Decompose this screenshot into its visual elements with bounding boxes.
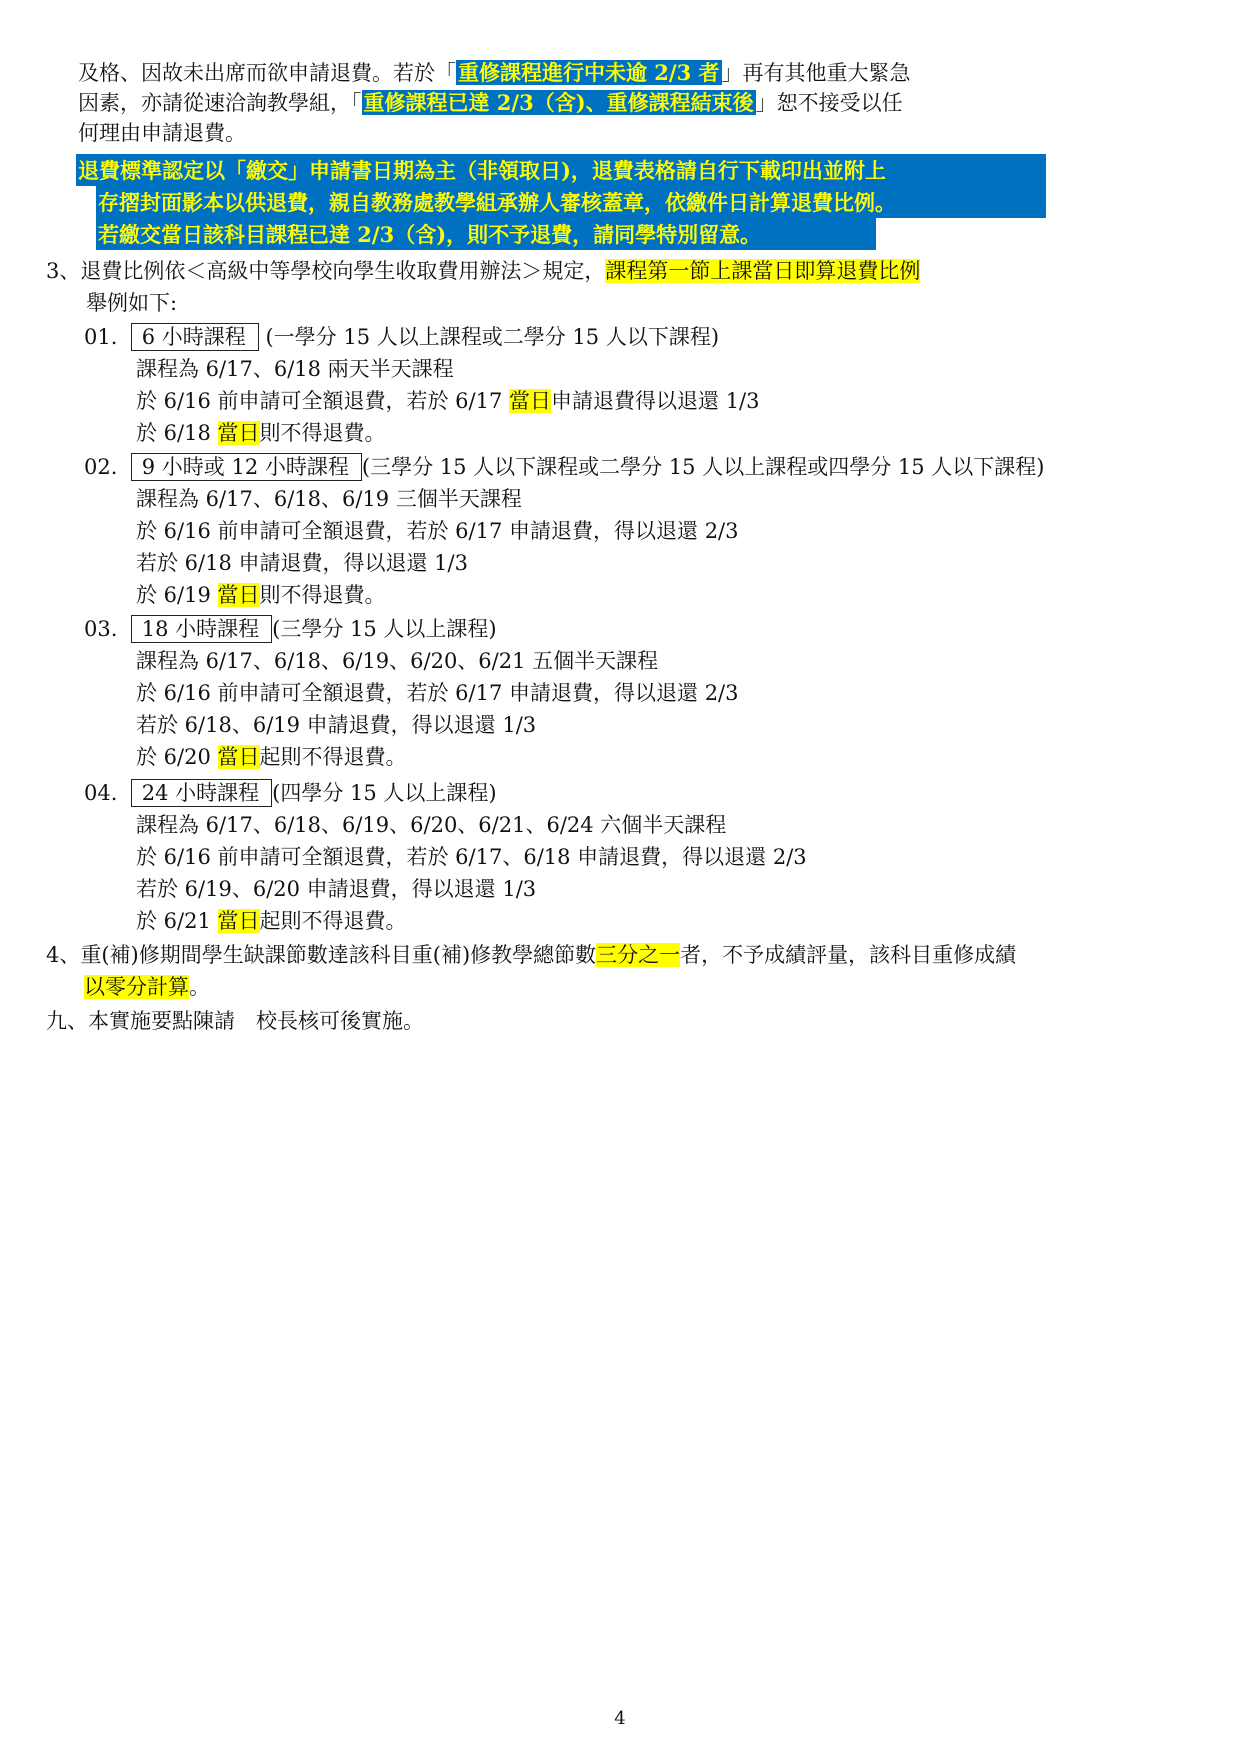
refund-para-line-1: 及格、因故未出席而欲申請退費。若於「重修課程進行中未逾 2/3 者」再有其他重大緊急 <box>78 60 911 85</box>
example-02-line-2: 於 6/16 前申請可全額退費，若於 6/17 申請退費，得以退還 2/3 <box>136 519 739 543</box>
example-02-line-1: 課程為 6/17、6/18、6/19 三個半天課程 <box>136 487 522 511</box>
example-03-header: 03. 18 小時課程 (三學分 15 人以上課程) <box>84 617 497 641</box>
highlight-same-day: 當日 <box>217 421 260 445</box>
notice-line-2: 存摺封面影本以供退費，親自教務處教學組承辦人審核蓋章，依繳件日計算退費比例。 <box>98 190 896 215</box>
example-04-line-4: 於 6/21 當日起則不得退費。 <box>136 909 407 933</box>
example-04-line-3: 若於 6/19、6/20 申請退費，得以退還 1/3 <box>136 877 537 901</box>
notice-line-3: 若繳交當日該科目課程已達 2/3（含)，則不予退費，請同學特別留意。 <box>98 222 762 247</box>
highlight-course-over-2-3: 重修課程已達 2/3（含)、重修課程結束後 <box>363 90 754 115</box>
course-hours-box: 18 小時課程 <box>131 615 272 643</box>
example-04-line-2: 於 6/16 前申請可全額退費，若於 6/17、6/18 申請退費，得以退還 2/3 <box>136 845 807 869</box>
item-4-line-2: 以零分計算。 <box>84 975 210 999</box>
example-01-header: 01. 6 小時課程 (一學分 15 人以上課程或二學分 15 人以下課程) <box>84 325 720 349</box>
highlight-same-day: 當日 <box>217 909 260 933</box>
item-4-line-1: 4、重(補)修期間學生缺課節數達該科目重(補)修教學總節數三分之一者，不予成績評量，該科目重修成績 <box>46 943 1017 967</box>
item-3: 3、退費比例依＜高級中等學校向學生收取費用辦法＞規定，課程第一節上課當日即算退費比例 <box>46 259 921 283</box>
example-01-line-3: 於 6/18 當日則不得退費。 <box>136 421 386 445</box>
example-03-line-1: 課程為 6/17、6/18、6/19、6/20、6/21 五個半天課程 <box>136 649 659 673</box>
course-hours-box: 24 小時課程 <box>131 779 272 807</box>
course-hours-box: 9 小時或 12 小時課程 <box>131 453 362 481</box>
example-03-line-2: 於 6/16 前申請可全額退費，若於 6/17 申請退費，得以退還 2/3 <box>136 681 739 705</box>
example-02-header: 02. 9 小時或 12 小時課程 (三學分 15 人以下課程或二學分 15 人以上課程或四學分 15 人以下課程) <box>84 455 1045 479</box>
notice-line-1: 退費標準認定以「繳交」申請書日期為主（非領取日)，退費表格請自行下載印出並附上 <box>78 158 886 183</box>
item-3-sub: 舉例如下: <box>86 291 178 315</box>
highlight-same-day: 當日 <box>217 745 260 769</box>
example-01-line-2: 於 6/16 前申請可全額退費，若於 6/17 當日申請退費得以退還 1/3 <box>136 389 760 413</box>
highlight-zero-score: 以零分計算 <box>84 975 189 999</box>
highlight-same-day: 當日 <box>509 389 552 413</box>
example-01-line-1: 課程為 6/17、6/18 兩天半天課程 <box>136 357 454 381</box>
course-hours-box: 6 小時課程 <box>131 323 259 351</box>
example-03-line-4: 於 6/20 當日起則不得退費。 <box>136 745 407 769</box>
highlight-course-under-2-3: 重修課程進行中未逾 2/3 者 <box>458 60 720 85</box>
item-9: 九、本實施要點陳請 校長核可後實施。 <box>46 1009 424 1033</box>
highlight-one-third: 三分之一 <box>596 943 681 967</box>
highlight-same-day: 當日 <box>217 583 260 607</box>
example-04-header: 04. 24 小時課程 (四學分 15 人以上課程) <box>84 781 497 805</box>
example-04-line-1: 課程為 6/17、6/18、6/19、6/20、6/21、6/24 六個半天課程 <box>136 813 727 837</box>
example-02-line-4: 於 6/19 當日則不得退費。 <box>136 583 386 607</box>
refund-para-line-3: 何理由申請退費。 <box>78 121 246 145</box>
example-02-line-3: 若於 6/18 申請退費，得以退還 1/3 <box>136 551 468 575</box>
highlight-refund-ratio-rule: 課程第一節上課當日即算退費比例 <box>605 259 921 283</box>
page-number: 4 <box>614 1708 626 1729</box>
refund-para-line-2: 因素，亦請從速洽詢教學組，「重修課程已達 2/3（含)、重修課程結束後」恕不接受以任 <box>78 90 903 115</box>
example-03-line-3: 若於 6/18、6/19 申請退費，得以退還 1/3 <box>136 713 537 737</box>
